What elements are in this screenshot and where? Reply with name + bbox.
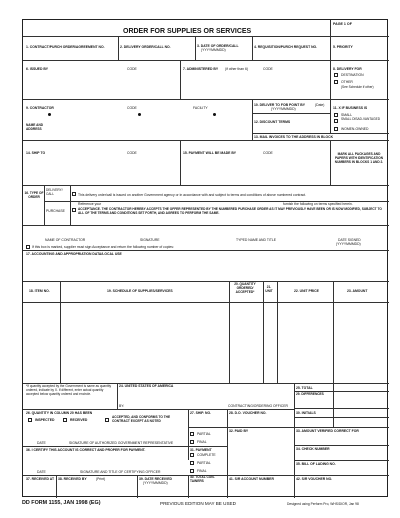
code-label-4: CODE	[127, 151, 137, 155]
field-5-label: 5. PRIORITY	[333, 45, 353, 49]
bullet-icon	[138, 113, 141, 116]
divider	[229, 281, 230, 383]
destination-checkbox[interactable]	[334, 73, 338, 77]
bullet-icon	[213, 113, 216, 116]
field-10-sub: (YYYYMMMDD)	[271, 107, 296, 111]
officer-label: CONTRACTING/ORDERING OFFICER	[228, 404, 288, 408]
column-unit: 21. UNIT	[265, 285, 273, 293]
designed-note: Designed using Perform Pro, WHS/DIOR, Jan 98	[287, 502, 359, 506]
divider	[294, 460, 389, 461]
partial-payment-label: PARTIAL	[197, 461, 211, 465]
inspected-label: INSPECTED	[35, 418, 55, 422]
field-38-label: 38. RECEIVED BY	[58, 477, 87, 481]
date-signed-sub: (YYYYMMMDD)	[336, 242, 361, 246]
field-3-label: 3. DATE OF ORDER/CALL	[197, 44, 239, 48]
field-25-label: 25. TOTAL	[296, 386, 313, 390]
certifying-signature-label: SIGNATURE AND TITLE OF CERTIFYING OFFICER	[80, 470, 161, 474]
order-form	[22, 19, 388, 497]
other-checkbox[interactable]	[334, 80, 338, 84]
field-39-sub: (YYYYMMMDD)	[143, 481, 168, 485]
small-checkbox[interactable]	[334, 113, 338, 117]
date-label-2: DATE	[37, 470, 46, 474]
final-payment-checkbox[interactable]	[190, 469, 194, 473]
divider	[180, 60, 181, 99]
field-31-label: 31. PAYMENT	[190, 448, 212, 452]
mark-packages-note: MARK ALL PACKAGES AND PAPERS WITH IDENTIFICATION NUMBERS IN BLOCKS 1 AND 2.	[334, 152, 384, 164]
disadvantaged-checkbox[interactable]	[334, 119, 338, 123]
inspected-checkbox[interactable]	[28, 418, 32, 422]
field-27-label: 27. SHIP. NO.	[190, 411, 212, 415]
women-owned-label: WOMEN-OWNED	[341, 127, 369, 131]
divider	[330, 36, 331, 60]
field-17-label: 17. ACCOUNTING AND APPROPRIATION DATA/LOCAL USE	[26, 252, 122, 256]
partial-payment-checkbox[interactable]	[190, 461, 194, 465]
received-label: RECEIVED	[70, 418, 88, 422]
divider	[330, 60, 331, 99]
final-payment-label: FINAL	[197, 469, 207, 473]
field-40-label: 40. TOTAL CON-TAINERS	[190, 475, 215, 483]
purchase-checkbox[interactable]	[72, 208, 76, 212]
facility-label: FACILITY	[193, 106, 208, 110]
divider	[56, 475, 57, 498]
field-12-label: 12. DISCOUNT TERMS	[254, 120, 291, 124]
field-7-note: (if other than 6)	[225, 67, 248, 71]
received-checkbox[interactable]	[63, 418, 67, 422]
code-label-5: CODE	[263, 151, 273, 155]
call-text: This delivery order/call is issued on another Government agency or in accordance with and subject to terms and conditions of above numbered contract.	[78, 193, 307, 197]
divider	[294, 383, 295, 427]
other-label: OTHER	[341, 80, 353, 84]
destination-label: DESTINATION	[341, 73, 364, 77]
field-8-label: 8. DELIVERY FOR	[333, 67, 362, 71]
quantity-note: *If quantity accepted by the Government is same as quantity ordered, indicate by X. If different, enter actual quantity accepted below quantity ordered and encircle.	[26, 384, 112, 396]
small-label: SMALL	[341, 113, 353, 117]
field-6-label: 6. ISSUED BY	[26, 67, 49, 71]
divider	[263, 281, 264, 383]
divider	[23, 250, 389, 251]
field-32-label: 32. PAID BY	[229, 429, 249, 433]
by-label: BY:	[119, 404, 125, 408]
complete-label: COMPLETE	[197, 453, 216, 457]
if-box-label: If this box is marked, supplier must sign Acceptance and return the following number of copies:	[32, 245, 174, 249]
field-1-label: 1. CONTRACT/PURCH ORDER/AGREEMENT NO.	[26, 45, 105, 49]
field-38-note: (Print)	[96, 477, 106, 481]
divider	[23, 302, 389, 303]
field-2-label: 2. DELIVERY ORDER/CALL NO.	[120, 45, 171, 49]
column-unit-price: 22. UNIT PRICE	[294, 289, 319, 293]
column-schedule: 19. SCHEDULE OF SUPPLIES/SERVICES	[107, 289, 173, 293]
acceptance-return-checkbox[interactable]	[26, 245, 30, 249]
divider	[70, 185, 71, 225]
delivery-call-label: DELIVERY/ CALL	[46, 188, 63, 196]
field-28-label: 28. D.O. VOUCHER NO.	[229, 411, 267, 415]
divider	[195, 36, 196, 60]
divider	[227, 427, 228, 478]
divider	[330, 140, 331, 185]
authorized-signature-label: SIGNATURE OF AUTHORIZED GOVERNMENT REPRESENTATIVE	[69, 441, 174, 445]
divider	[188, 427, 389, 428]
divider	[252, 113, 330, 114]
furnish-label: furnish the following on terms specified herein.	[283, 202, 353, 206]
field-16-label: 16. TYPE OF ORDER	[24, 191, 44, 199]
divider	[277, 281, 278, 383]
column-item-no: 18. ITEM NO.	[29, 289, 50, 293]
code-label-2: CODE	[263, 67, 273, 71]
form-title: ORDER FOR SUPPLIES OR SERVICES	[123, 28, 252, 35]
code-label-3: CODE	[127, 106, 137, 110]
field-10-label: 10. DELIVER TO FOB POINT BY	[254, 103, 305, 107]
field-41-label: 41. S/R ACCOUNT NUMBER	[229, 477, 274, 481]
divider	[117, 383, 118, 409]
field-9-label: 9. CONTRACTOR	[26, 106, 54, 110]
delivery-call-checkbox[interactable]	[72, 192, 76, 196]
final-label: FINAL	[197, 440, 207, 444]
reference-label: Reference your	[78, 202, 102, 206]
divider	[294, 408, 389, 409]
final-checkbox[interactable]	[190, 440, 194, 444]
field-11-label: 11. X IF BUSINESS IS	[333, 106, 368, 110]
divider	[23, 140, 389, 141]
previous-edition-note: PREVIOUS EDITION MAY BE USED	[160, 501, 236, 506]
divider	[330, 20, 331, 36]
divider	[118, 36, 119, 60]
field-29-label: 29. DIFFERENCES	[296, 392, 324, 396]
partial-checkbox[interactable]	[190, 432, 194, 436]
divider	[252, 99, 253, 140]
divider	[252, 133, 389, 134]
field-4-label: 4. REQUISITION/PURCH REQUEST NO.	[254, 45, 318, 49]
divider	[23, 281, 389, 282]
divider	[188, 446, 227, 447]
divider	[23, 409, 294, 410]
divider	[294, 445, 389, 446]
field-42-label: 42. S/R VOUCHER NO.	[296, 477, 333, 481]
divider	[23, 185, 389, 186]
divider	[23, 225, 389, 226]
divider	[188, 409, 189, 460]
divider	[227, 475, 228, 498]
name-address-label: NAME AND ADDRESS	[26, 123, 44, 131]
field-39-label: 39. DATE RECEIVED	[139, 477, 172, 481]
accepted-label: ACCEPTED, AND CONFORMS TO THE CONTRACT EXCEPT AS NOTED	[112, 415, 171, 423]
purchase-label: PURCHASE	[46, 209, 65, 213]
typed-name-label: TYPED NAME AND TITLE	[236, 238, 277, 242]
column-amount: 23. AMOUNT	[347, 289, 368, 293]
page-label: PAGE 1 OF	[333, 22, 352, 26]
code-label: CODE	[127, 67, 137, 71]
field-37-label: 37. RECEIVED AT	[26, 477, 55, 481]
divider	[188, 475, 189, 498]
field-33-label: 33. AMOUNT VERIFIED CORRECT FOR	[296, 429, 359, 433]
date-label: DATE	[37, 441, 46, 445]
field-30-label: 30. INITIALS	[296, 411, 316, 415]
field-26-label: 26. QUANTITY IN COLUMN 20 HAS BEEN	[26, 411, 93, 415]
date-signed-label: DATE SIGNED	[338, 238, 361, 242]
divider	[180, 140, 181, 185]
name-of-contractor-label: NAME OF CONTRACTOR	[45, 238, 86, 242]
signature-label: SIGNATURE	[140, 238, 160, 242]
divider	[330, 99, 331, 133]
women-owned-checkbox[interactable]	[334, 127, 338, 131]
divider	[137, 475, 138, 498]
field-3-sub: (YYYYMMMDD)	[201, 48, 226, 52]
field-7-label: 7. ADMINISTERED BY	[183, 67, 219, 71]
field-24-label: 24. UNITED STATES OF AMERICA	[119, 384, 174, 388]
divider	[60, 281, 61, 383]
complete-checkbox[interactable]	[190, 453, 194, 457]
field-34-label: 34. CHECK NUMBER	[296, 447, 330, 451]
bullet-icon	[48, 113, 51, 116]
divider	[44, 185, 45, 225]
disadvantaged-label: SMALL DISAD-VANTAGED	[341, 117, 381, 121]
divider	[23, 446, 188, 447]
field-35-label: 35. BILL OF LADING NO.	[296, 462, 336, 466]
column-quantity: 20. QUANTITY ORDERED/ ACCEPTED*	[234, 282, 256, 294]
divider	[23, 99, 389, 100]
divider	[23, 36, 389, 37]
divider	[227, 409, 228, 427]
divider	[23, 60, 389, 61]
form-number: DD FORM 1155, JAN 1998 (EG)	[22, 500, 101, 506]
partial-label: PARTIAL	[197, 432, 211, 436]
divider	[294, 417, 389, 418]
field-36-label: 36. I CERTIFY THIS ACCOUNT IS CORRECT AND PROPER FOR PAYMENT.	[26, 448, 146, 452]
field-10-note: (Date)	[315, 103, 325, 107]
divider	[252, 36, 253, 60]
field-13-label: 13. MAIL INVOICES TO THE ADDRESS IN BLOCK	[254, 135, 334, 139]
field-14-label: 14. SHIP TO	[26, 151, 46, 155]
accepted-checkbox[interactable]	[105, 418, 109, 422]
schedule-note: (See Schedule if other)	[341, 85, 374, 89]
divider	[294, 427, 295, 498]
field-15-label: 15. PAYMENT WILL BE MADE BY	[183, 151, 237, 155]
acceptance-text: ACCEPTANCE. THE CONTRACTOR HEREBY ACCEPTS THE OFFER REPRESENTED BY THE NUMBERED PURCHASE ORDER AS IT MAY PREVIOUSLY HAVE BEEN OR IS NOW MODIFIED, SUBJECT TO ALL OF THE TERMS AND CONDITIONS SET FORTH, AND AGREES TO PERFORM THE SAME.	[78, 207, 382, 215]
